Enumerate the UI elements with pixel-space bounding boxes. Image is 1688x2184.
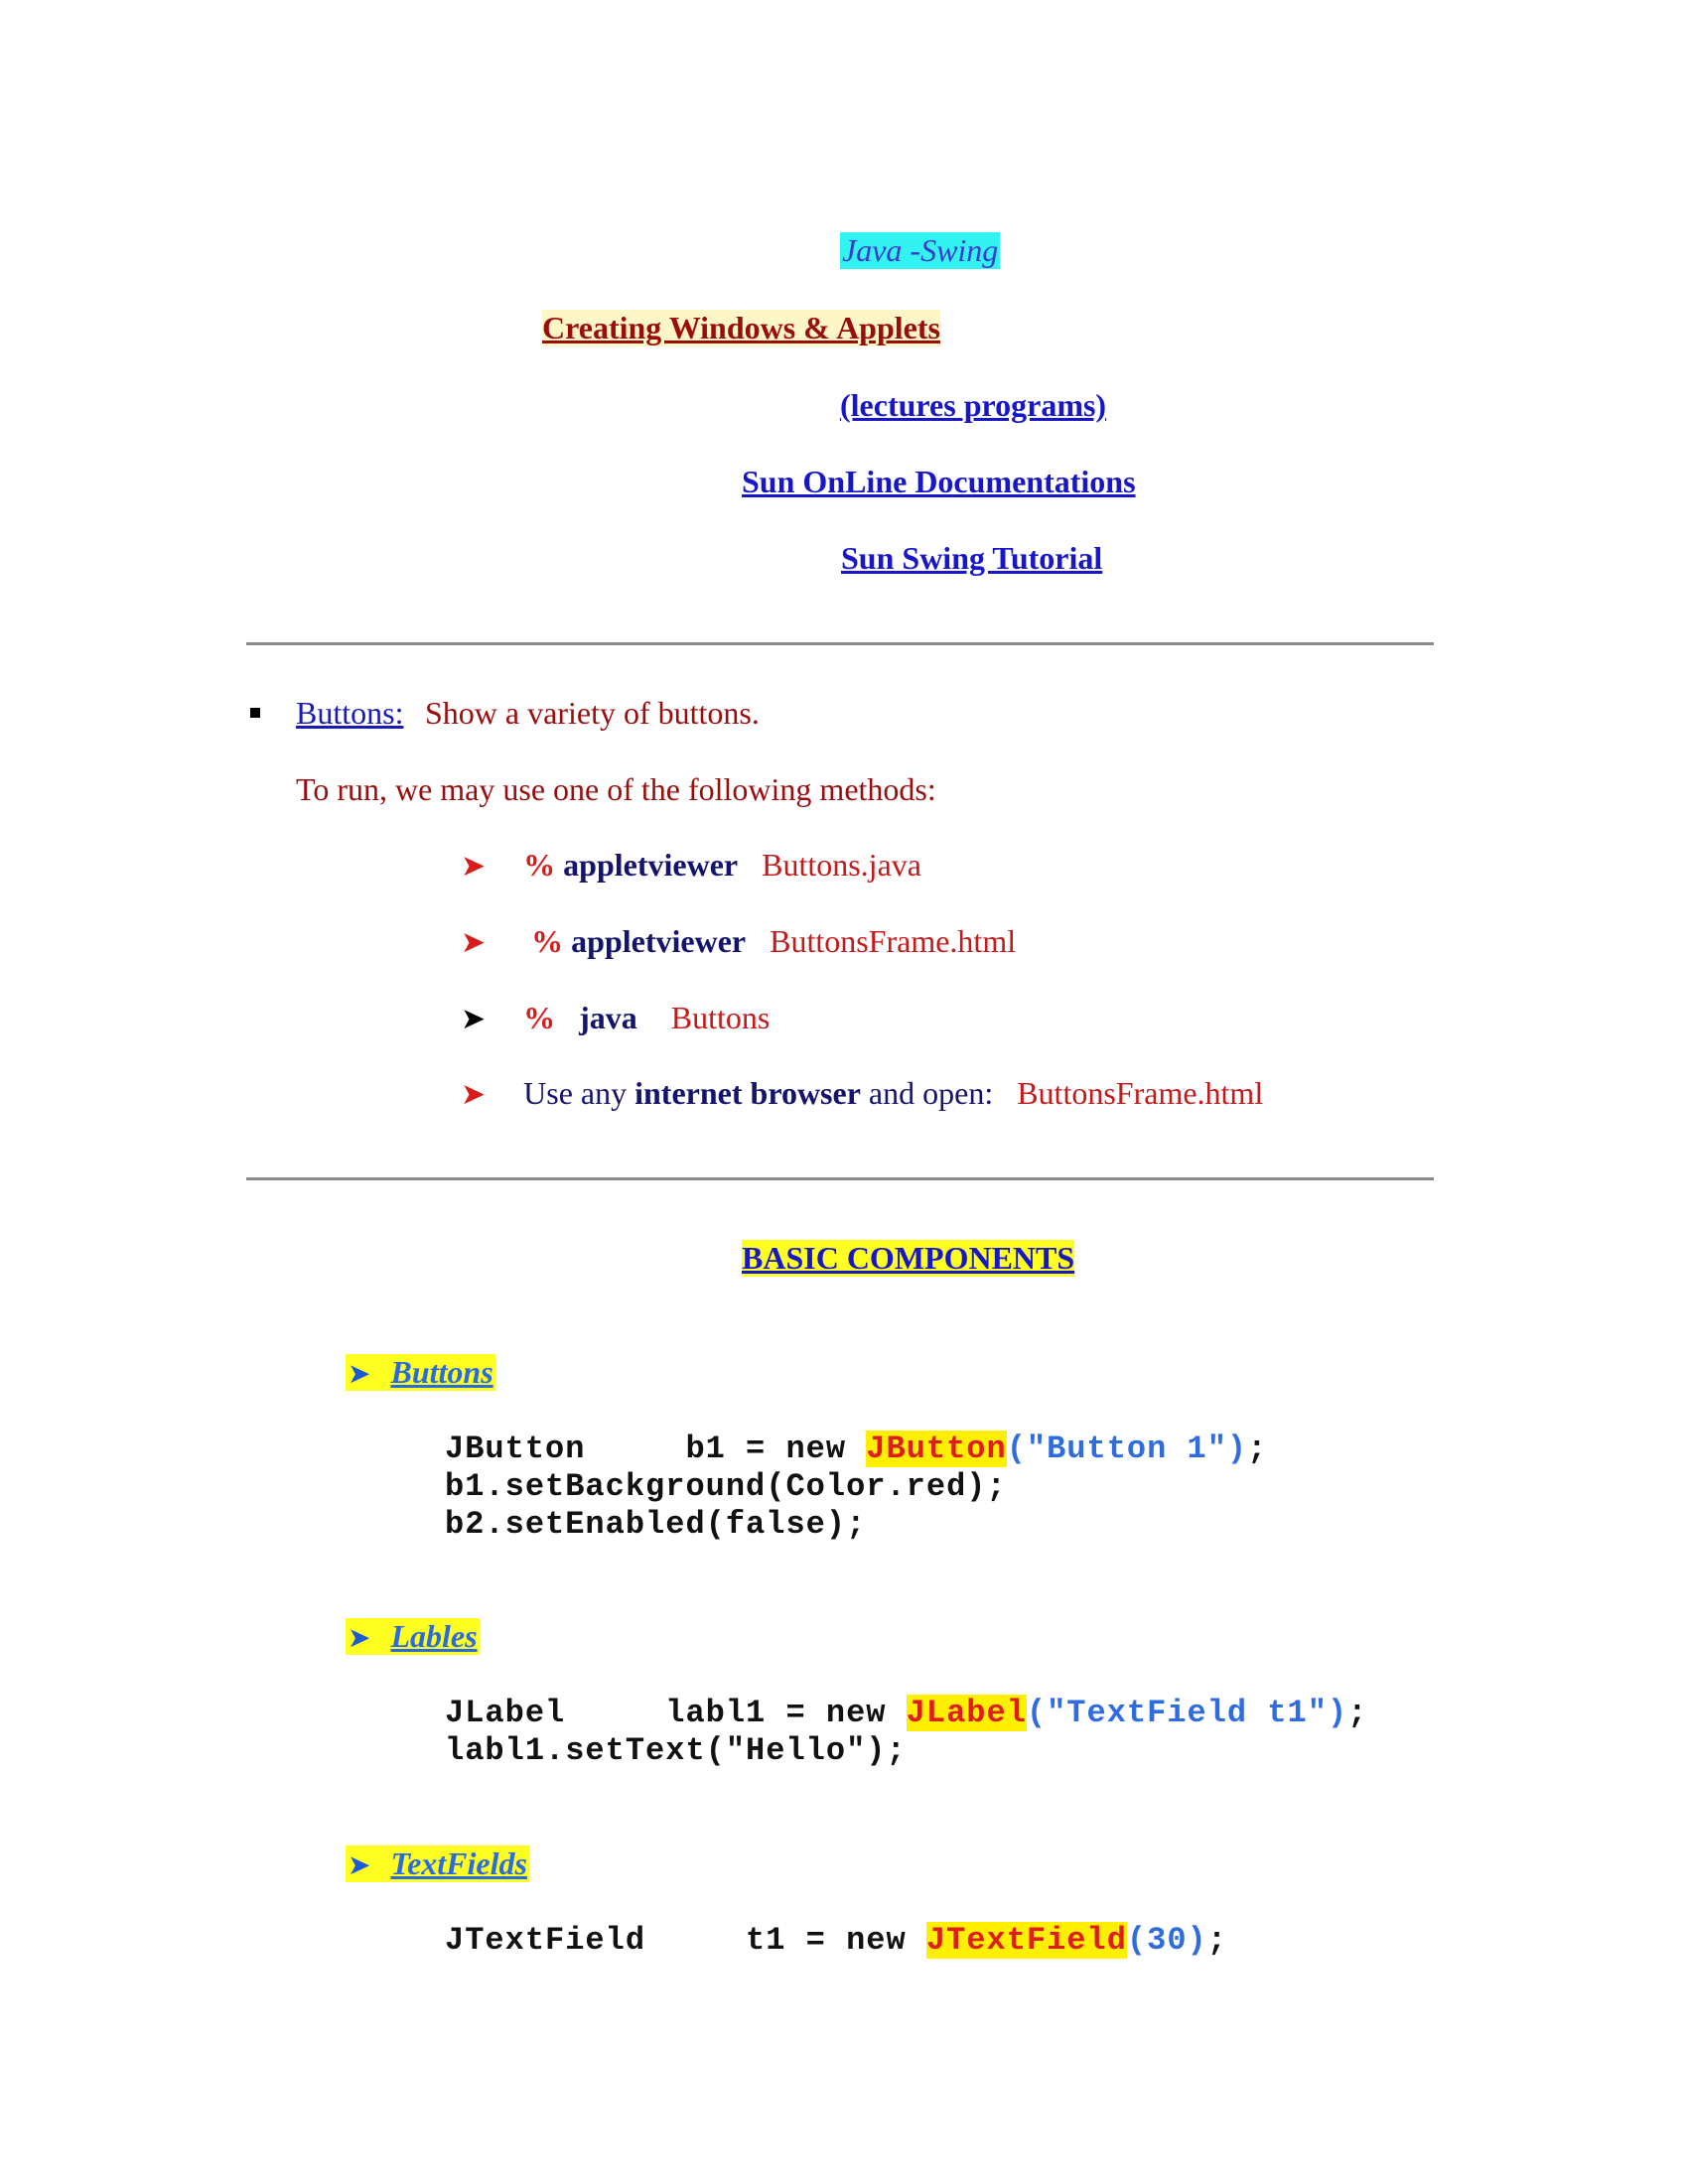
component-heading bbox=[346, 1618, 480, 1655]
constructor-args: ("Button 1") bbox=[1006, 1431, 1248, 1467]
sun-swing-tutorial-link[interactable]: Sun Swing Tutorial bbox=[841, 540, 1103, 576]
command: appletviewer bbox=[571, 923, 747, 959]
constructor-args: ("TextField t1") bbox=[1026, 1695, 1348, 1731]
command: appletviewer bbox=[563, 847, 739, 883]
command-arg: Buttons bbox=[670, 1000, 771, 1035]
method-item bbox=[461, 923, 1016, 960]
command-arg: ButtonsFrame.html bbox=[1017, 1075, 1264, 1111]
arrow-bullet-icon: ➤ bbox=[348, 1848, 371, 1881]
code-line: JTextField t1 = new JTextField(30); bbox=[445, 1922, 1227, 1959]
prompt: % bbox=[523, 847, 556, 883]
code-line: JLabel labl1 = new JLabel("TextField t1"); bbox=[445, 1695, 1368, 1731]
code-line: b1.setBackground(Color.red); bbox=[445, 1468, 1007, 1505]
component-label: Lables bbox=[390, 1618, 478, 1654]
arrow-bullet-icon: ➤ bbox=[461, 1002, 487, 1036]
component-heading bbox=[346, 1845, 529, 1882]
section-title: BASIC COMPONENTS bbox=[742, 1240, 1075, 1276]
prompt: % bbox=[531, 923, 564, 959]
command-arg: ButtonsFrame.html bbox=[770, 923, 1017, 959]
arrow-bullet-icon: ➤ bbox=[461, 925, 487, 960]
divider bbox=[246, 1177, 1434, 1180]
method-item bbox=[461, 1000, 770, 1036]
code-line: JButton b1 = new JButton("Button 1"); bbox=[445, 1431, 1268, 1467]
arrow-bullet-icon: ➤ bbox=[348, 1621, 371, 1654]
command: java bbox=[579, 1000, 637, 1035]
arrow-bullet-icon: ➤ bbox=[348, 1357, 371, 1390]
method-text: and open: bbox=[868, 1075, 994, 1111]
arrow-bullet-icon: ➤ bbox=[461, 1077, 487, 1112]
component-label: Buttons bbox=[390, 1354, 493, 1390]
lectures-programs-link[interactable]: (lectures programs) bbox=[840, 387, 1107, 423]
sun-online-docs-link[interactable]: Sun OnLine Documentations bbox=[742, 464, 1136, 499]
constructor-args: (30) bbox=[1126, 1922, 1207, 1959]
class-name: JButton bbox=[866, 1431, 1007, 1467]
page-title: Java -Swing bbox=[842, 232, 999, 268]
run-intro: To run, we may use one of the following methods: bbox=[296, 771, 936, 807]
method-text: Use any bbox=[523, 1075, 628, 1111]
method-item bbox=[461, 1075, 1263, 1112]
page-subtitle: Creating Windows & Applets bbox=[542, 310, 940, 345]
class-name: JTextField bbox=[925, 1922, 1127, 1959]
command-arg: Buttons.java bbox=[762, 847, 921, 883]
buttons-link[interactable]: Buttons: bbox=[296, 695, 404, 731]
buttons-description: Show a variety of buttons. bbox=[425, 695, 760, 731]
component-heading bbox=[346, 1354, 495, 1391]
method-item bbox=[461, 847, 921, 884]
code-line: b2.setEnabled(false); bbox=[445, 1506, 867, 1543]
code-line: labl1.setText("Hello"); bbox=[445, 1732, 907, 1769]
component-label: TextFields bbox=[390, 1845, 527, 1881]
prompt: % bbox=[523, 1000, 556, 1035]
method-emphasis: internet browser bbox=[634, 1075, 861, 1111]
divider bbox=[246, 642, 1434, 645]
square-bullet-icon bbox=[250, 708, 260, 718]
class-name: JLabel bbox=[906, 1695, 1027, 1731]
arrow-bullet-icon: ➤ bbox=[461, 849, 487, 884]
